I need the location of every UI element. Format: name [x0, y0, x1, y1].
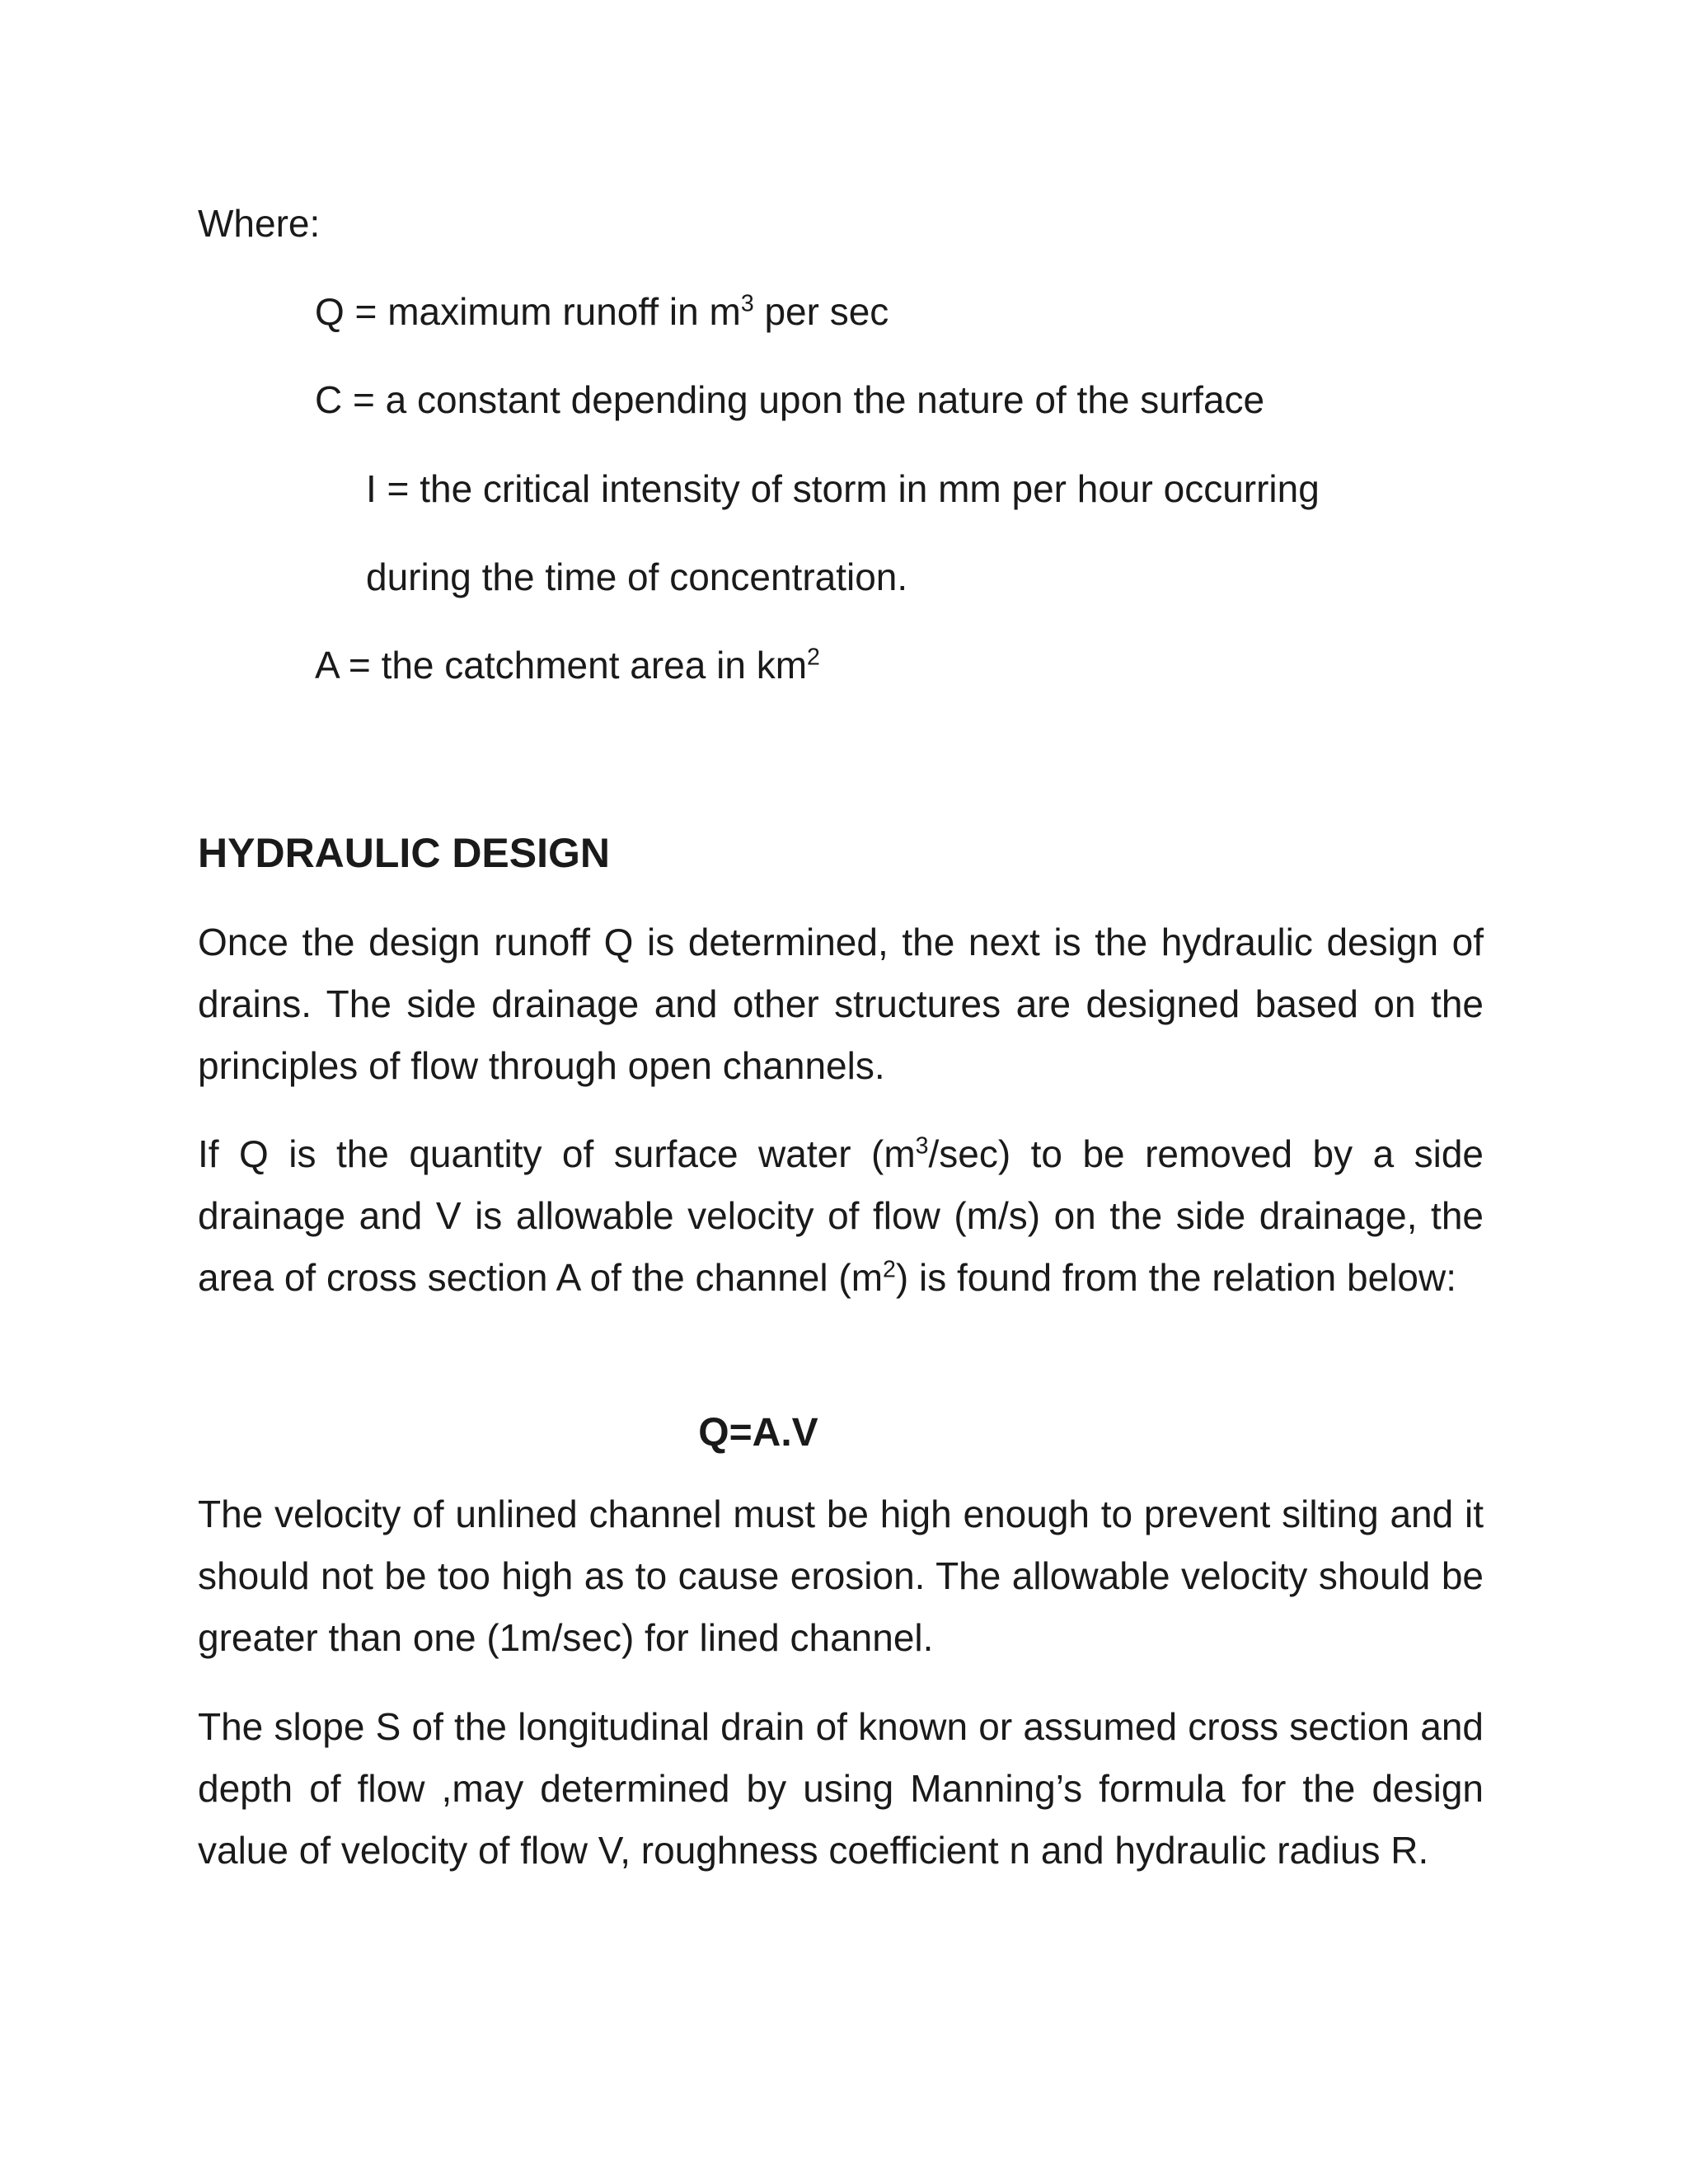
- definition-q-sup: 3: [740, 290, 754, 317]
- paragraph-area-sup-1: 3: [915, 1132, 929, 1160]
- paragraph-area-text-1: If Q is the quantity of surface water (m: [198, 1132, 916, 1175]
- paragraph-area-sup-2: 2: [883, 1256, 896, 1283]
- where-label: Where:: [198, 202, 321, 245]
- paragraph-area: [198, 1123, 1484, 1309]
- definition-q: [315, 290, 889, 333]
- section-heading: HYDRAULIC DESIGN: [198, 830, 611, 876]
- definition-q-text: Q = maximum runoff in m: [315, 290, 741, 333]
- paragraph-area-text-3: ) is found from the relation below:: [895, 1256, 1456, 1299]
- paragraph-slope: The slope S of the longitudinal drain of known or assumed cross section and depth of flow ,may determined by using Manning’s formula for the design value of velocity of flow V, roughness coefficient n and hydraulic radius R.: [198, 1705, 1484, 1872]
- definition-a: [315, 644, 820, 687]
- definition-a-sup: 2: [807, 644, 820, 671]
- definition-a-text: A = the catchment area in km: [315, 644, 808, 687]
- definition-i-continued: during the time of concentration.: [366, 555, 908, 598]
- equation: Q=A.V: [698, 1411, 818, 1455]
- paragraph-intro: Once the design runoff Q is determined, the next is the hydraulic design of drains. The side drainage and other structures are designed based on the principles of flow through open channels.: [198, 921, 1484, 1087]
- definition-c: C = a constant depending upon the nature of the surface: [315, 378, 1265, 421]
- definition-i: I = the critical intensity of storm in mm per hour occurring: [366, 467, 1320, 510]
- definition-q-unit: per sec: [753, 290, 889, 333]
- paragraph-velocity: The velocity of unlined channel must be high enough to prevent silting and it should not be too high as to cause erosion. The allowable velocity should be greater than one (1m/sec) for lined channel.: [198, 1493, 1484, 1659]
- paragraph-area-text-2: /sec) to be removed by a side drainage and V is allowable velocity of flow (m/s) on the side drainage, the area of cross section A of the channel (m: [198, 1132, 1484, 1299]
